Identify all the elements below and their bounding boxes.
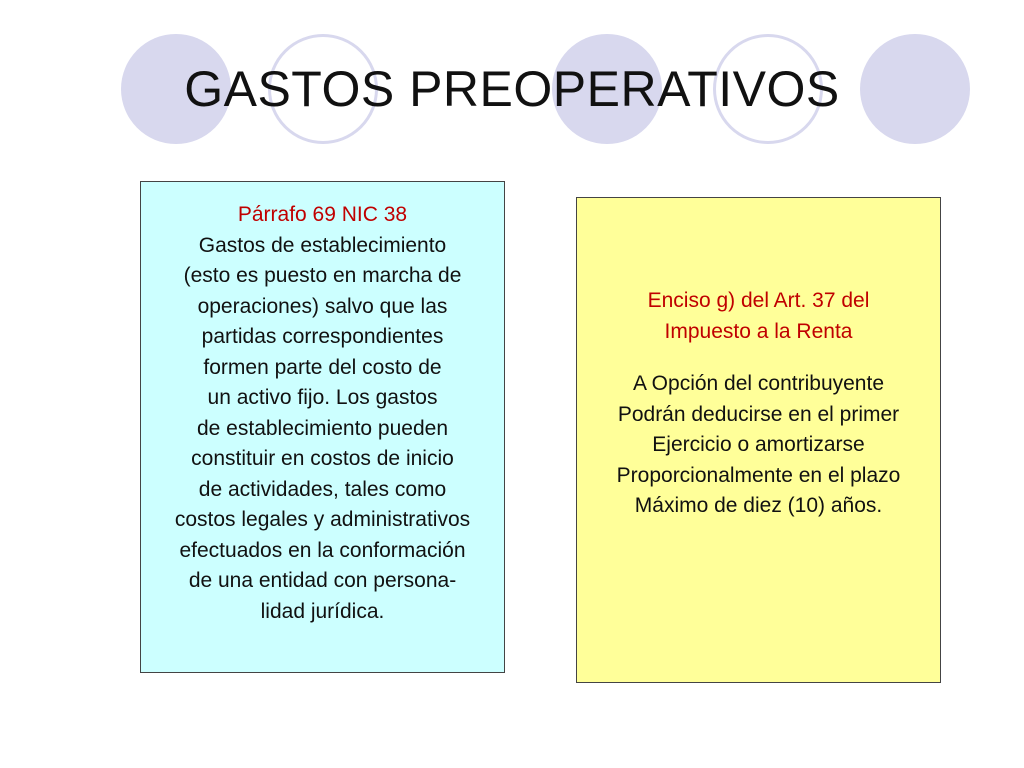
nic38-line: de actividades, tales como bbox=[198, 477, 447, 501]
nic38-box bbox=[140, 181, 505, 673]
renta-line: Podrán deducirse en el primer bbox=[617, 402, 900, 426]
renta-heading-line: Impuesto a la Renta bbox=[664, 319, 853, 343]
slide-title: GASTOS PREOPERATIVOS bbox=[184, 61, 840, 117]
nic38-line: formen parte del costo de bbox=[203, 355, 442, 379]
nic38-line: de una entidad con persona- bbox=[188, 569, 457, 592]
nic38-line: efectuados en la conformación bbox=[179, 538, 466, 562]
nic38-line: (esto es puesto en marcha de bbox=[183, 264, 462, 287]
renta-line: Proporcionalmente en el plazo bbox=[616, 463, 901, 487]
nic38-line: de establecimiento pueden bbox=[196, 416, 448, 440]
nic38-line: un activo fijo. Los gastos bbox=[207, 386, 438, 409]
renta-line: A Opción del contribuyente bbox=[633, 372, 884, 395]
nic38-heading: Párrafo 69 NIC 38 bbox=[237, 203, 408, 226]
nic38-line: partidas correspondientes bbox=[201, 325, 444, 348]
spacer bbox=[577, 347, 940, 369]
nic38-line: lidad jurídica. bbox=[260, 599, 385, 623]
nic38-line: constituir en costos de inicio bbox=[191, 447, 454, 470]
impuesto-renta-box bbox=[576, 197, 941, 683]
nic38-line: operaciones) salvo que las bbox=[197, 294, 448, 318]
nic38-line: costos legales y administrativos bbox=[174, 508, 471, 531]
renta-line: Ejercicio o amortizarse bbox=[652, 433, 865, 456]
renta-line: Máximo de diez (10) años. bbox=[634, 494, 883, 517]
nic38-line: Gastos de establecimiento bbox=[198, 233, 447, 257]
renta-heading-line: Enciso g) del Art. 37 del bbox=[647, 289, 870, 312]
